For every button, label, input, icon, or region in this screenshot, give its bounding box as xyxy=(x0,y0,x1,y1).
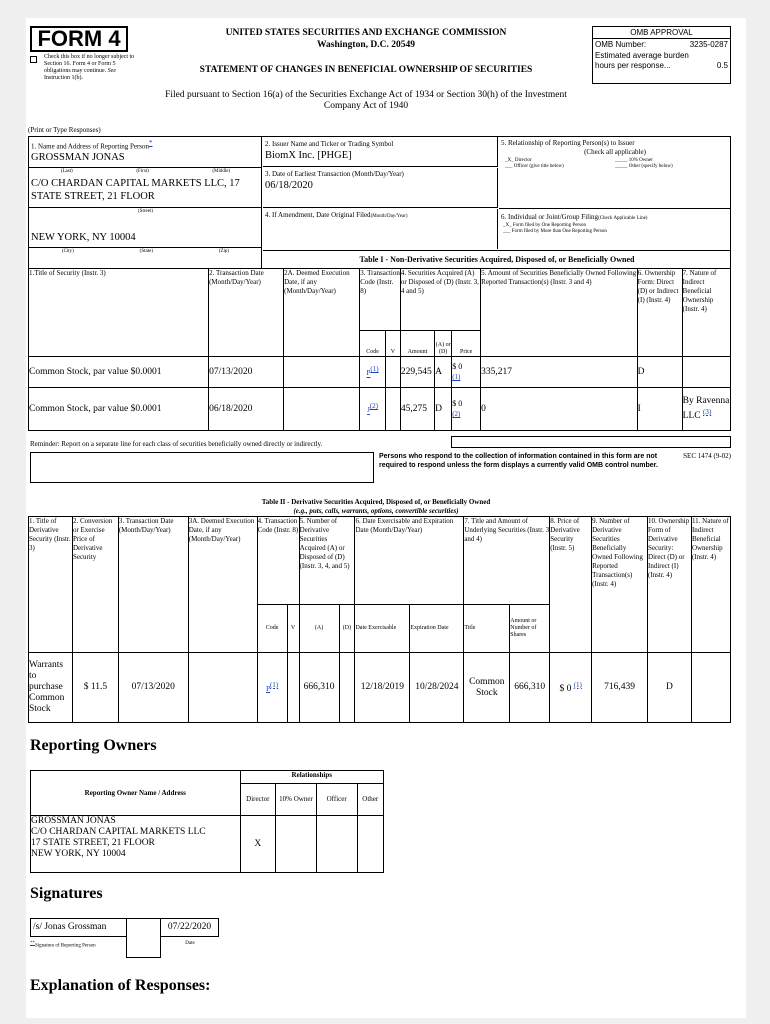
middle-label: (Middle) xyxy=(212,169,231,174)
ro-ten-mark xyxy=(276,816,317,873)
t2-sub-code: Code xyxy=(257,605,287,653)
other-label: Other (specify below) xyxy=(628,164,673,169)
reporting-person-name: GROSSMAN JONAS xyxy=(31,152,125,164)
zip-label: (Zip) xyxy=(218,249,230,254)
t1-sub-aord: (A) or (D) xyxy=(435,331,452,357)
t2-sub-title: Title xyxy=(464,605,510,653)
t2-r1-owned: 716,439 xyxy=(592,653,648,723)
agency-location: Washington, D.C. 20549 xyxy=(317,40,415,50)
t2-r1-nature xyxy=(691,653,730,723)
reporting-fields-grid xyxy=(28,136,731,269)
checkbox-see: See xyxy=(107,68,116,74)
persons-notice: Persons who respond to the collection of information contained in this form are not required to respond unless the form displays a currently valid OMB control number. xyxy=(379,453,658,469)
table1-title: Table I - Non-Derivative Securities Acquired, Disposed of, or Beneficially Owned xyxy=(263,250,731,268)
t1-r2-code-fn[interactable]: (2) xyxy=(369,402,379,411)
t1-h-form: 6. Ownership Form: Direct (D) or Indirect (I) (Instr. 4) xyxy=(637,269,682,357)
ro-owner-line2: C/O CHARDAN CAPITAL MARKETS LLC xyxy=(31,827,206,837)
signature-label-text: Signature of Reporting Person xyxy=(35,943,96,949)
signature-label xyxy=(30,941,96,950)
officer-option[interactable]: ___ Officer (give title below) xyxy=(505,164,564,169)
table-row xyxy=(29,653,731,723)
t1-r1-nature xyxy=(682,357,730,388)
table2 xyxy=(28,516,731,723)
table2-title: Table II - Derivative Securities Acquired, Disposed of, or Beneficially Owned xyxy=(261,498,491,506)
t1-h-deemed: 2A. Deemed Execution Date, if any (Month/Day/Year) xyxy=(284,269,360,357)
t1-r2-price-fn[interactable]: (2) xyxy=(452,410,461,418)
omb-hours-label: hours per response... xyxy=(595,61,671,70)
box2-issuer xyxy=(263,137,498,167)
t1-r2-v xyxy=(385,388,400,431)
t2-r1-und-amount: 666,310 xyxy=(510,653,550,723)
t1-r2-form: I xyxy=(637,388,682,431)
t1-r1-owned: 335,217 xyxy=(481,357,638,388)
t1-r1-amount: 229,545 xyxy=(400,357,434,388)
ro-col-name: Reporting Owner Name / Address xyxy=(31,771,241,816)
box6-label xyxy=(499,210,731,222)
t1-r1-price-value: $ 0 xyxy=(452,362,463,371)
t2-h-code: 4. Transaction Code (Instr. 8) xyxy=(257,517,299,605)
omb-approval-box xyxy=(592,26,731,84)
t2-sub-a: (A) xyxy=(299,605,339,653)
t1-r1-price xyxy=(452,357,481,388)
t2-h-price: 8. Price of Derivative Security (Instr. 5) xyxy=(550,517,592,653)
print-type: (Print or Type Responses) xyxy=(28,126,101,134)
reporting-owners-table xyxy=(30,770,384,873)
ten-pct-label: 10% Owner xyxy=(628,158,653,163)
box4-amendment xyxy=(263,209,498,249)
state-label: (State) xyxy=(139,249,153,254)
box1-reporting-person xyxy=(29,137,262,268)
box2-label: 2. Issuer Name and Ticker or Trading Symbol xyxy=(265,140,394,148)
omb-hours: 0.5 xyxy=(716,61,728,70)
t1-h-securities: 4. Securities Acquired (A) or Disposed of (D) (Instr. 3, 4 and 5) xyxy=(400,269,480,331)
t2-h-exercisable: 6. Date Exercisable and Expiration Date (Month/Day/Year) xyxy=(355,517,464,605)
omb-number-row xyxy=(593,39,730,51)
t1-h-code: 3. Transaction Code (Instr. 8) xyxy=(360,269,401,331)
checkbox-text: Check this box if no longer subject to Section 16. Form 4 or Form 5 obligations may continue. xyxy=(44,54,135,74)
ro-col-officer: Officer xyxy=(316,784,357,816)
box4-label-text: 4. If Amendment, Date Original Filed xyxy=(265,211,371,219)
box4-label-small: (Month/Day/Year) xyxy=(370,214,408,219)
box6-filing xyxy=(499,210,731,249)
t2-r1-deriv-price xyxy=(550,653,592,723)
t2-h-date: 3. Transaction Date (Month/Day/Year) xyxy=(118,517,188,653)
t2-r1-price: $ 11.5 xyxy=(72,653,118,723)
address-line-2: STATE STREET, 21 FLOOR xyxy=(31,191,155,202)
t1-r1-title: Common Stock, par value $0.0001 xyxy=(29,357,209,388)
officer-label: Officer (give title below) xyxy=(513,164,564,169)
t2-sub-expiration: Expiration Date xyxy=(410,605,464,653)
t2-h-underlying: 7. Title and Amount of Underlying Securities (Instr. 3 and 4) xyxy=(464,517,550,605)
omb-number: 3235-0287 xyxy=(689,40,728,49)
form-title: FORM 4 xyxy=(30,26,128,52)
t1-r1-code xyxy=(360,357,386,388)
t2-sub-v: V xyxy=(287,605,299,653)
t2-r1-code-value: P xyxy=(266,685,270,694)
omb-title: OMB APPROVAL xyxy=(593,27,730,39)
box5-label: 5. Relationship of Reporting Person(s) to Issuer xyxy=(501,139,635,147)
t2-r1-deriv-price-value: $ 0 xyxy=(559,684,572,695)
city-label: (City) xyxy=(61,249,74,254)
t1-sub-price: Price xyxy=(452,331,481,357)
explanation-heading: Explanation of Responses: xyxy=(30,977,211,994)
ro-owner-line4: NEW YORK, NY 10004 xyxy=(31,849,126,859)
t2-sub-exercisable: Date Exercisable xyxy=(355,605,410,653)
checkbox-instruction: Instruction 1(b). xyxy=(44,75,83,81)
omb-number-label: OMB Number: xyxy=(595,40,647,49)
t2-sub-amount: Amount or Number of Shares xyxy=(510,605,550,653)
table-row xyxy=(31,816,384,873)
t2-r1-expiration: 10/28/2024 xyxy=(410,653,464,723)
t1-sub-v: V xyxy=(385,331,400,357)
t1-r2-nature xyxy=(682,388,730,431)
issuer-name: BiomX Inc. [PHGE] xyxy=(265,150,352,161)
table-row xyxy=(29,357,731,388)
signature-value: /s/ Jonas Grossman xyxy=(33,922,107,932)
signature-box xyxy=(30,918,126,937)
t2-r1-d xyxy=(339,653,355,723)
t2-r1-a: 666,310 xyxy=(299,653,339,723)
t1-h-nature: 7. Nature of Indirect Beneficial Ownership (Instr. 4) xyxy=(682,269,730,357)
city-state-zip: NEW YORK, NY 10004 xyxy=(31,232,136,243)
name-field-labels xyxy=(29,167,262,175)
box3-earliest-date xyxy=(263,168,498,208)
t2-h-conversion: 2. Conversion or Exercise Price of Derivative Security xyxy=(72,517,118,653)
t1-h-title: 1.Title of Security (Instr. 3) xyxy=(29,269,209,357)
t2-r1-code xyxy=(257,653,287,723)
t1-sub-code: Code xyxy=(360,331,386,357)
ro-owner-line1: GROSSMAN JONAS xyxy=(31,816,116,826)
box6-label-small: (Check Applicable Line) xyxy=(598,216,648,221)
t1-r2-code-value: J xyxy=(367,406,370,415)
t2-h-nature: 11. Nature of Indirect Beneficial Ownership (Instr. 4) xyxy=(691,517,730,653)
t2-r1-code-fn[interactable]: (1) xyxy=(269,680,279,689)
filing-option-more[interactable]: ___ Form filed by More than One Reporting Person xyxy=(503,229,607,234)
t1-r1-code-fn[interactable]: (1) xyxy=(370,365,379,374)
last-label: (Last) xyxy=(60,169,73,174)
t1-r2-nature-fn[interactable]: (3) xyxy=(703,407,712,416)
reminder-text: Reminder: Report on a separate line for each class of securities beneficially owned directly or indirectly. xyxy=(30,440,323,448)
ro-relationships: Relationships xyxy=(240,771,383,784)
checkbox-instructions xyxy=(44,54,140,82)
box5-row1 xyxy=(499,157,731,164)
t1-r2-amount: 45,275 xyxy=(400,388,434,431)
t1-r2-price xyxy=(452,388,481,431)
ro-officer-mark xyxy=(316,816,357,873)
t1-h-amount-owned: 5. Amount of Securities Beneficially Owned Following Reported Transaction(s) (Instr. 3 and 4) xyxy=(481,269,638,357)
t1-h-date: 2. Transaction Date (Month/Day/Year) xyxy=(209,269,284,357)
signatures-heading: Signatures xyxy=(30,885,103,902)
box5-relationship xyxy=(499,137,731,209)
sec-code: SEC 1474 (9-02) xyxy=(683,452,731,460)
t1-r1-deemed xyxy=(284,357,360,388)
t1-r2-aord: D xyxy=(435,388,452,431)
t1-r1-price-fn[interactable]: (1) xyxy=(452,373,461,381)
box3-label: 3. Date of Earliest Transaction (Month/Day/Year) xyxy=(265,170,404,178)
form-page xyxy=(26,18,746,1018)
city-field-labels xyxy=(29,247,262,255)
box1-label-text: 1. Name and Address of Reporting Person xyxy=(31,142,150,151)
ro-owner-line3: 17 STATE STREET, 21 FLOOR xyxy=(31,838,155,848)
t1-r2-owned: 0 xyxy=(481,388,638,431)
omb-burden: Estimated average burden xyxy=(595,51,689,60)
t2-h-deemed: 3A. Deemed Execution Date, if any (Month/Day/Year) xyxy=(188,517,257,653)
t2-r1-exercisable: 12/18/2019 xyxy=(355,653,410,723)
director-mark: _X_ xyxy=(505,158,514,163)
reminder-empty-box xyxy=(451,436,731,448)
signature-fn[interactable]: ** xyxy=(30,941,35,946)
ro-col-director: Director xyxy=(240,784,276,816)
box5-row2 xyxy=(499,164,731,170)
t2-r1-deemed xyxy=(188,653,257,723)
ro-col-other: Other xyxy=(357,784,383,816)
first-label: (First) xyxy=(136,169,149,174)
t2-r1-date: 07/13/2020 xyxy=(118,653,188,723)
signature-date-box xyxy=(161,918,219,937)
t2-h-title: 1. Title of Derivative Security (Instr. 3) xyxy=(29,517,73,653)
t2-r1-form: D xyxy=(648,653,692,723)
table2-subtitle: (e.g., puts, calls, warrants, options, convertible securities) xyxy=(293,507,459,515)
t2-h-form: 10. Ownership Form of Derivative Security: Direct (D) or Indirect (I) (Instr. 4) xyxy=(648,517,692,653)
t1-r1-code-value: P xyxy=(366,369,371,378)
statement-title: STATEMENT OF CHANGES IN BENEFICIAL OWNERSHIP OF SECURITIES xyxy=(199,65,533,75)
t2-h-owned: 9. Number of Derivative Securities Beneficially Owned Following Reported Transaction(s) (Instr. 4) xyxy=(592,517,648,653)
box5-sub: (Check all applicable) xyxy=(584,148,646,156)
omb-hours-row xyxy=(593,61,730,71)
street-label: (Street) xyxy=(29,207,262,215)
box1-label xyxy=(29,137,261,151)
t2-r1-title: Warrants to purchase Common Stock xyxy=(29,653,73,723)
ro-director-mark: X xyxy=(240,816,276,873)
box1-footnote[interactable]: * xyxy=(149,139,153,147)
t2-sub-d: (D) xyxy=(339,605,355,653)
t1-r1-v xyxy=(385,357,400,388)
reminder-left-box xyxy=(30,452,374,483)
t1-r1-aord: A xyxy=(435,357,452,388)
t2-r1-deriv-price-fn[interactable]: (1) xyxy=(573,680,582,689)
t2-h-number: 5. Number of Derivative Securities Acquired (A) or Disposed of (D) (Instr. 3, 4, and 5) xyxy=(299,517,355,605)
signature-spacer-box xyxy=(126,918,161,958)
t1-r2-price-value: $ 0 xyxy=(452,399,463,408)
t1-r2-date: 06/18/2020 xyxy=(209,388,284,431)
ro-owner-address xyxy=(31,816,241,873)
t1-r1-date: 07/13/2020 xyxy=(209,357,284,388)
table-row xyxy=(29,388,731,431)
no-longer-subject-checkbox[interactable] xyxy=(30,56,42,66)
filed-pursuant: Filed pursuant to Section 16(a) of the Securities Exchange Act of 1934 or Section 30(h) of the Investment Company Act of 1940 xyxy=(165,90,567,111)
t2-r1-v xyxy=(287,653,299,723)
box4-label xyxy=(263,209,497,220)
ro-col-ten: 10% Owner xyxy=(276,784,317,816)
t1-r2-title: Common Stock, par value $0.0001 xyxy=(29,388,209,431)
reporting-owners-heading: Reporting Owners xyxy=(30,737,157,754)
other-option[interactable]: _____ Other (specify below) xyxy=(615,164,673,169)
address-line-1: C/O CHARDAN CAPITAL MARKETS LLC, 17 xyxy=(31,178,240,189)
date-label: Date xyxy=(185,941,195,946)
ro-other-mark xyxy=(357,816,383,873)
t1-r2-deemed xyxy=(284,388,360,431)
t1-r2-nature-text: By Ravenna LLC xyxy=(682,395,730,422)
agency-name: UNITED STATES SECURITIES AND EXCHANGE COMMISSION xyxy=(225,28,507,38)
box6-label-text: 6. Individual or Joint/Group Filing xyxy=(501,213,599,221)
earliest-transaction-date: 06/18/2020 xyxy=(265,180,313,191)
signature-date: 07/22/2020 xyxy=(167,922,212,932)
t1-r1-form: D xyxy=(637,357,682,388)
ten-pct-option[interactable]: _____ 10% Owner xyxy=(615,158,653,163)
table1 xyxy=(28,268,731,431)
filing-option-one[interactable]: _X_ Form filed by One Reporting Person xyxy=(503,223,587,228)
t1-r2-code xyxy=(360,388,386,431)
t2-r1-und-title: Common Stock xyxy=(464,653,510,723)
director-label: Director xyxy=(514,158,532,163)
t1-sub-amount: Amount xyxy=(400,331,434,357)
